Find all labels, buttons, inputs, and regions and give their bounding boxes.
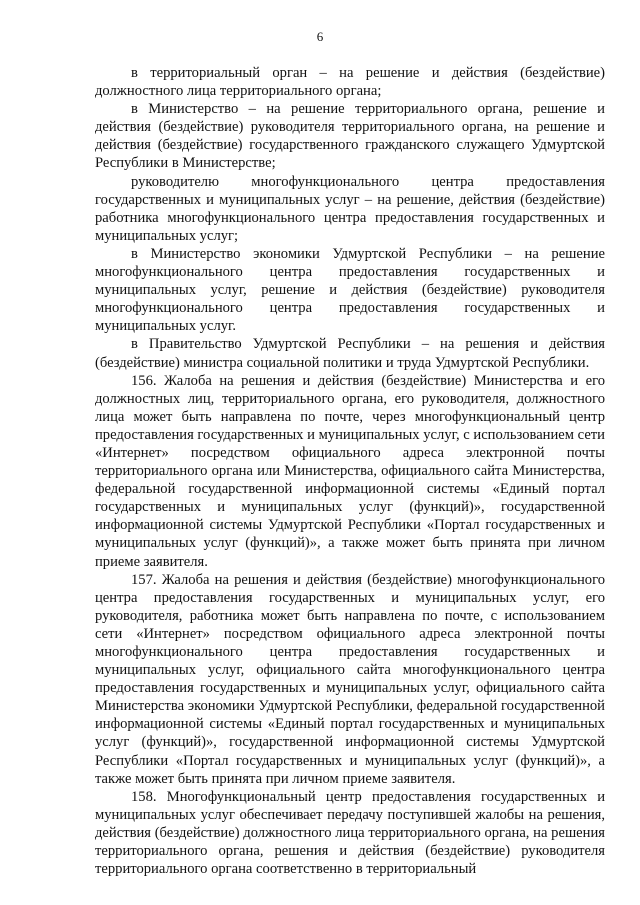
paragraph-appeal-mfc-head: руководителю многофункционального центра предоставления государственных и муниципальных услуг – на решение, действия (бездействие) работника многофункционального центра предоставления государственных и муниципальных услуг; (95, 173, 605, 244)
paragraph-appeal-territorial-body: в территориальный орган – на решение и действия (бездействие) должностного лица территориального органа; (95, 65, 605, 100)
paragraph-158: 158. Многофункциональный центр предоставления государственных и муниципальных услуг обеспечивает передачу поступившей жалобы на решения, действия (бездействие) должностного лица территориального органа, на решения территориального органа, решения и действия (бездействие) руководителя территориального органа соответственно в территориальный (95, 788, 605, 878)
page-number: 6 (316, 29, 324, 44)
paragraph-appeal-ministry-economy: в Министерство экономики Удмуртской Республики – на решение многофункционального центра предоставления государственных и муниципальных услуг, решение и действия (бездействие) руководителя многофункционального центра предоставления государственных и муниципальных услуг. (95, 245, 605, 335)
document-body (95, 64, 605, 878)
paragraph-157: 157. Жалоба на решения и действия (бездействие) многофункционального центра предоставления государственных и муниципальных услуг, его руководителя, работника может быть направлена по почте, с использованием сети «Интернет» посредством официального адреса электронной почты многофункционального центра предоставления государственных и муниципальных услуг, официального сайта многофункционального центра предоставления государственных и муниципальных услуг, официального сайта Министерства экономики Удмуртской Республики, федеральной государственной информационной системы «Единый портал государственных и муниципальных услуг (функций)», государственной информационной системы Удмуртской Республики «Портал государственных и муниципальных услуг (функций)», а также может быть принята при личном приеме заявителя. (95, 571, 605, 787)
paragraph-appeal-government: в Правительство Удмуртской Республики – на решения и действия (бездействие) министра социальной политики и труда Удмуртской Республики. (95, 336, 605, 371)
paragraph-appeal-ministry: в Министерство – на решение территориального органа, решение и действия (бездействие) руководителя территориального органа, на решение и действия (бездействие) государственного гражданского служащего Удмуртской Республики в Министерстве; (95, 101, 605, 172)
paragraph-156: 156. Жалоба на решения и действия (бездействие) Министерства и его должностных лиц, территориального органа, его руководителя, должностного лица может быть направлена по почте, через многофункциональный центр предоставления государственных и муниципальных услуг, с использованием сети «Интернет» посредством официального адреса электронной почты территориального органа или Министерства, официального сайта Министерства, федеральной государственной информационной системы «Единый портал государственных и муниципальных услуг (функций)», государственной информационной системы Удмуртской Республики «Портал государственных и муниципальных услуг (функций)», а также может быть принята при личном приеме заявителя. (95, 372, 605, 570)
